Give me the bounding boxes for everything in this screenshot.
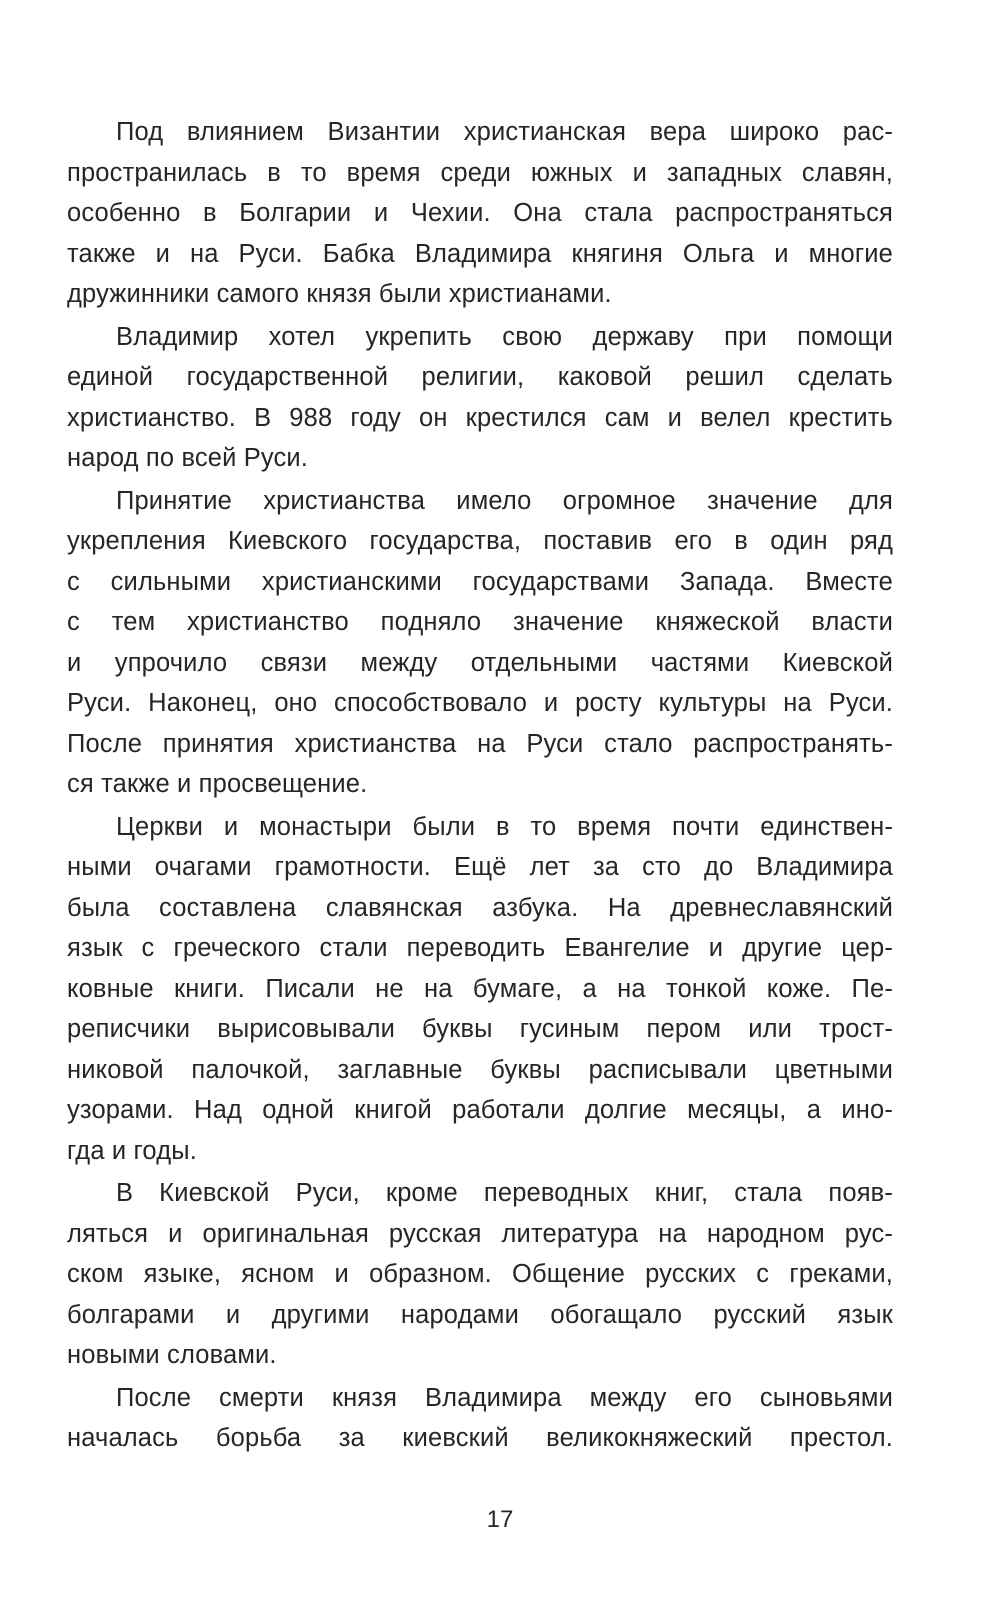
text-line: реписчики вырисовывали буквы гусиным пером или трост- [67, 1015, 893, 1043]
text-line: ляться и оригинальная русская литература на народном рус- [67, 1219, 893, 1248]
paragraph [67, 1173, 893, 1376]
text-line: Церкви и монастыри были в то время почти единствен- [116, 812, 893, 841]
text-line: с сильными христианскими государствами Запада. Вместе [67, 567, 893, 596]
text-line: с тем христианство подняло значение княжеской власти [67, 608, 893, 636]
text-line: узорами. Над одной книгой работали долгие месяцы, а ино- [67, 1096, 893, 1124]
text-line: дружинники самого князя были христианами. [67, 280, 612, 308]
body-text [67, 112, 893, 1459]
text-line: болгарами и другими народами обогащало русский язык [67, 1300, 893, 1329]
text-line: В Киевской Руси, кроме переводных книг, стала появ- [116, 1179, 893, 1207]
text-line: гда и годы. [67, 1136, 197, 1165]
text-line: особенно в Болгарии и Чехии. Она стала распространяться [67, 199, 893, 227]
text-line: была составлена славянская азбука. На древнеславянский [67, 893, 893, 922]
text-line: новыми словами. [67, 1341, 277, 1369]
text-line: ся также и просвещение. [67, 770, 368, 798]
page-number: 17 [486, 1506, 514, 1533]
text-line: единой государственной религии, каковой решил сделать [67, 363, 893, 391]
paragraph [67, 112, 893, 315]
text-line: язык с греческого стали переводить Евангелие и другие цер- [67, 934, 893, 962]
text-line: После смерти князя Владимира между его сыновьями [116, 1383, 893, 1412]
text-line: После принятия христианства на Руси стало распространять- [67, 729, 893, 758]
text-line: пространилась в то время среди южных и западных славян, [67, 158, 893, 187]
paragraph [67, 317, 893, 479]
text-line: Под влиянием Византии христианская вера широко рас- [116, 118, 893, 146]
paragraph [67, 807, 893, 1172]
text-line: Владимир хотел укрепить свою державу при помощи [116, 322, 893, 351]
text-line: также и на Руси. Бабка Владимира княгиня Ольга и многие [67, 239, 893, 268]
text-line: ными очагами грамотности. Ещё лет за сто до Владимира [67, 853, 893, 881]
text-line: никовой палочкой, заглавные буквы расписывали цветными [67, 1055, 893, 1084]
text-line: христианство. В 988 году он крестился сам и велел крестить [67, 403, 893, 432]
text-line: Руси. Наконец, оно способствовало и росту культуры на Руси. [67, 689, 893, 717]
text-line: ковные книги. Писали не на бумаге, а на тонкой коже. Пе- [67, 974, 893, 1003]
text-line: укрепления Киевского государства, поставив его в один ряд [67, 527, 893, 555]
text-line: народ по всей Руси. [67, 444, 309, 472]
text-line: Принятие христианства имело огромное значение для [116, 486, 893, 515]
paragraph [67, 481, 893, 805]
text-line: и упрочило связи между отдельными частями Киевской [67, 648, 893, 677]
text-line: ском языке, ясном и образном. Общение русских с греками, [67, 1260, 893, 1288]
paragraph [67, 1378, 893, 1459]
text-line: началась борьба за киевский великокняжеский престол. [67, 1424, 893, 1452]
